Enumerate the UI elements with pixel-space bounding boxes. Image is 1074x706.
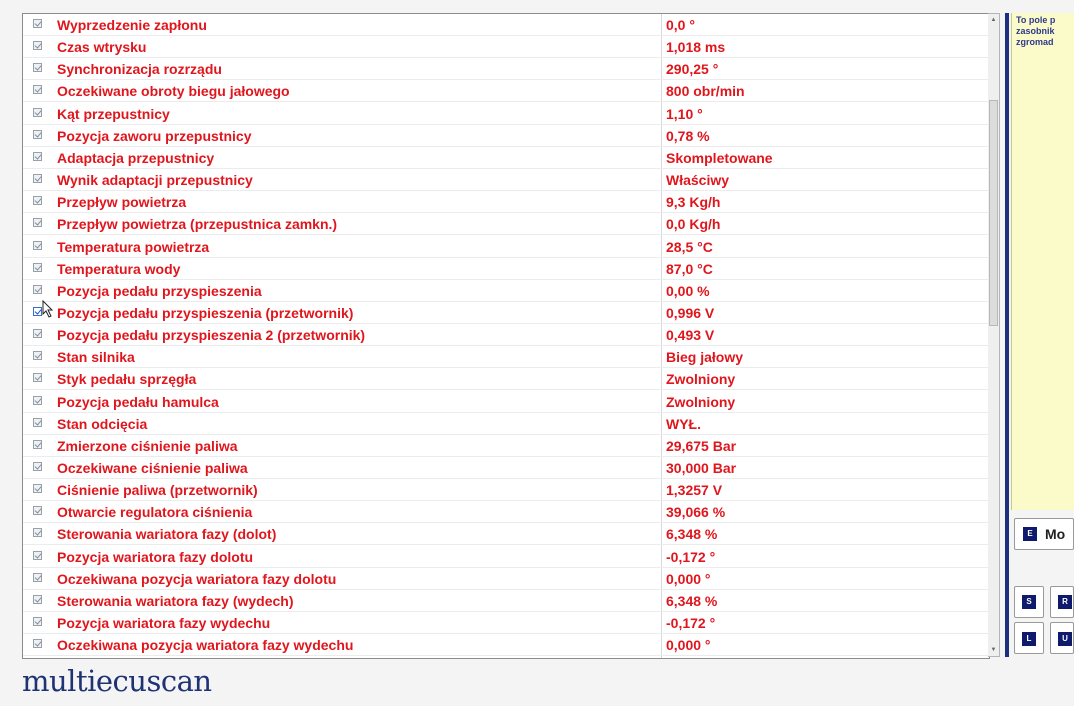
table-row[interactable] <box>23 523 989 545</box>
table-row[interactable] <box>23 479 989 501</box>
parameter-name: Sterowania wariatora fazy (dolot) <box>57 526 277 542</box>
table-row[interactable] <box>23 236 989 258</box>
row-checkbox[interactable] <box>33 63 42 72</box>
parameter-value: 6,348 % <box>666 593 718 609</box>
parameter-name: Czas wtrysku <box>57 39 147 55</box>
parameter-value: 0,000 ° <box>666 637 711 653</box>
parameter-value: 800 obr/min <box>666 83 745 99</box>
parameter-name: Otwarcie regulatora ciśnienia <box>57 504 253 520</box>
info-line: zgromad <box>1016 37 1054 47</box>
row-checkbox[interactable] <box>33 595 42 604</box>
parameter-value: 0,0 ° <box>666 17 695 33</box>
parameter-name: Przepływ powietrza <box>57 194 187 210</box>
row-checkbox[interactable] <box>33 285 42 294</box>
parameter-name: Pozycja pedału przyspieszenia <box>57 283 262 299</box>
parameter-name: Oczekiwane ciśnienie paliwa <box>57 460 248 476</box>
parameter-value: 0,0 Kg/h <box>666 216 721 232</box>
parameter-name: Kąt przepustnicy <box>57 106 170 122</box>
row-checkbox[interactable] <box>33 108 42 117</box>
scroll-down-icon[interactable]: ▼ <box>990 647 997 653</box>
r-key-icon: R <box>1058 595 1072 609</box>
parameter-value: Właściwy <box>666 172 730 188</box>
parameter-name: Wyprzedzenie zapłonu <box>57 17 207 33</box>
brand-logo: multiecuscan <box>22 664 212 698</box>
row-checkbox[interactable] <box>33 462 42 471</box>
parameter-name: Oczekiwana pozycja wariatora fazy wydechu <box>57 637 354 653</box>
parameter-value: Bieg jałowy <box>666 349 744 365</box>
parameter-value: 1,3257 V <box>666 482 723 498</box>
parameter-value: 28,5 °C <box>666 239 713 255</box>
row-checkbox[interactable] <box>33 484 42 493</box>
parameter-name: Zmierzone ciśnienie paliwa <box>57 438 238 454</box>
table-row[interactable] <box>23 391 989 413</box>
row-checkbox[interactable] <box>33 218 42 227</box>
parameter-value: 87,0 °C <box>666 261 713 277</box>
row-checkbox[interactable] <box>33 373 42 382</box>
table-row[interactable] <box>23 634 989 656</box>
table-row[interactable] <box>23 324 989 346</box>
parameter-name: Pozycja zaworu przepustnicy <box>57 128 252 144</box>
parameters-table <box>22 13 990 659</box>
parameter-value: 0,78 % <box>666 128 710 144</box>
row-checkbox[interactable] <box>33 396 42 405</box>
row-checkbox[interactable] <box>33 573 42 582</box>
row-checkbox[interactable] <box>33 241 42 250</box>
table-row[interactable] <box>23 568 989 590</box>
parameter-value: -0,172 ° <box>666 615 716 631</box>
row-checkbox[interactable] <box>33 551 42 560</box>
row-checkbox[interactable] <box>33 351 42 360</box>
parameter-name: Oczekiwana pozycja wariatora fazy dolotu <box>57 571 337 587</box>
row-checkbox[interactable] <box>33 617 42 626</box>
table-row[interactable] <box>23 169 989 191</box>
table-row[interactable] <box>23 413 989 435</box>
table-row[interactable] <box>23 14 989 36</box>
parameter-name: Synchronizacja rozrządu <box>57 61 222 77</box>
row-checkbox[interactable] <box>33 196 42 205</box>
parameter-value: WYŁ. <box>666 416 701 432</box>
parameter-name: Pozycja pedału hamulca <box>57 394 219 410</box>
parameter-name: Pozycja pedału przyspieszenia (przetwornik) <box>57 305 354 321</box>
parameter-value: 39,066 % <box>666 504 726 520</box>
parameter-value: -0,172 ° <box>666 549 716 565</box>
parameter-value: 0,00 % <box>666 283 710 299</box>
u-button[interactable] <box>1050 622 1074 654</box>
row-checkbox[interactable] <box>33 440 42 449</box>
mouse-cursor-icon <box>42 300 54 318</box>
table-scrollbar[interactable] <box>988 13 1000 657</box>
parameter-value: 0,000 ° <box>666 571 711 587</box>
table-row[interactable] <box>23 546 989 568</box>
parameter-value: Zwolniony <box>666 394 736 410</box>
parameter-value: 0,493 V <box>666 327 715 343</box>
mode-button[interactable] <box>1014 518 1074 550</box>
l-key-icon: L <box>1022 632 1036 646</box>
table-row[interactable] <box>23 80 989 102</box>
parameter-value: 30,000 Bar <box>666 460 737 476</box>
row-checkbox[interactable] <box>33 418 42 427</box>
parameter-value: Skompletowane <box>666 150 773 166</box>
parameter-value: 290,25 ° <box>666 61 719 77</box>
parameter-value: 29,675 Bar <box>666 438 737 454</box>
parameter-name: Stan odcięcia <box>57 416 148 432</box>
s-key-icon: S <box>1022 595 1036 609</box>
row-checkbox[interactable] <box>33 19 42 28</box>
parameter-name: Pozycja pedału przyspieszenia 2 (przetwornik) <box>57 327 366 343</box>
table-row[interactable] <box>23 103 989 125</box>
table-row[interactable] <box>23 58 989 80</box>
table-row[interactable] <box>23 258 989 280</box>
row-checkbox[interactable] <box>33 41 42 50</box>
parameter-name: Pozycja wariatora fazy wydechu <box>57 615 271 631</box>
table-row[interactable] <box>23 213 989 235</box>
parameter-name: Temperatura powietrza <box>57 239 210 255</box>
parameter-value: 0,996 V <box>666 305 715 321</box>
table-row[interactable] <box>23 191 989 213</box>
table-row[interactable] <box>23 302 989 324</box>
table-row[interactable] <box>23 280 989 302</box>
parameter-name: Stan silnika <box>57 349 135 365</box>
parameter-name: Ciśnienie paliwa (przetwornik) <box>57 482 258 498</box>
mode-key-icon: E <box>1023 527 1037 541</box>
table-row[interactable] <box>23 346 989 368</box>
parameter-name: Oczekiwane obroty biegu jałowego <box>57 83 290 99</box>
panel-divider <box>1005 13 1009 657</box>
row-checkbox[interactable] <box>33 174 42 183</box>
table-row[interactable] <box>23 147 989 169</box>
parameter-name: Styk pedału sprzęgła <box>57 371 197 387</box>
table-row[interactable] <box>23 501 989 523</box>
r-button[interactable] <box>1050 586 1074 618</box>
parameter-name: Sterowania wariatora fazy (wydech) <box>57 593 294 609</box>
row-checkbox[interactable] <box>33 506 42 515</box>
table-row[interactable] <box>23 36 989 58</box>
l-button[interactable] <box>1014 622 1044 654</box>
parameter-value: Zwolniony <box>666 371 736 387</box>
row-checkbox[interactable] <box>33 639 42 648</box>
parameter-name: Adaptacja przepustnicy <box>57 150 215 166</box>
row-checkbox[interactable] <box>33 85 42 94</box>
info-panel <box>1011 13 1074 510</box>
table-row[interactable] <box>23 368 989 390</box>
info-line: zasobnik <box>1016 26 1055 36</box>
table-row[interactable] <box>23 590 989 612</box>
row-checkbox[interactable] <box>33 329 42 338</box>
table-row[interactable] <box>23 125 989 147</box>
s-button[interactable] <box>1014 586 1044 618</box>
parameter-value: 1,018 ms <box>666 39 726 55</box>
row-checkbox[interactable] <box>33 528 42 537</box>
row-checkbox[interactable] <box>33 307 42 316</box>
scroll-up-icon[interactable]: ▲ <box>990 17 997 23</box>
parameter-value: 1,10 ° <box>666 106 703 122</box>
row-checkbox[interactable] <box>33 263 42 272</box>
parameter-value: 9,3 Kg/h <box>666 194 721 210</box>
u-key-icon: U <box>1058 632 1072 646</box>
parameter-value: 6,348 % <box>666 526 718 542</box>
parameter-name: Temperatura wody <box>57 261 181 277</box>
info-line: To pole p <box>1016 15 1056 25</box>
parameter-name: Pozycja wariatora fazy dolotu <box>57 549 254 565</box>
row-checkbox[interactable] <box>33 152 42 161</box>
table-row[interactable] <box>23 612 989 634</box>
parameter-name: Wynik adaptacji przepustnicy <box>57 172 253 188</box>
scroll-thumb[interactable] <box>989 100 998 326</box>
table-row[interactable] <box>23 435 989 457</box>
row-checkbox[interactable] <box>33 130 42 139</box>
parameter-name: Przepływ powietrza (przepustnica zamkn.) <box>57 216 338 232</box>
table-row[interactable] <box>23 457 989 479</box>
mode-button-label: Mo <box>1045 526 1066 542</box>
